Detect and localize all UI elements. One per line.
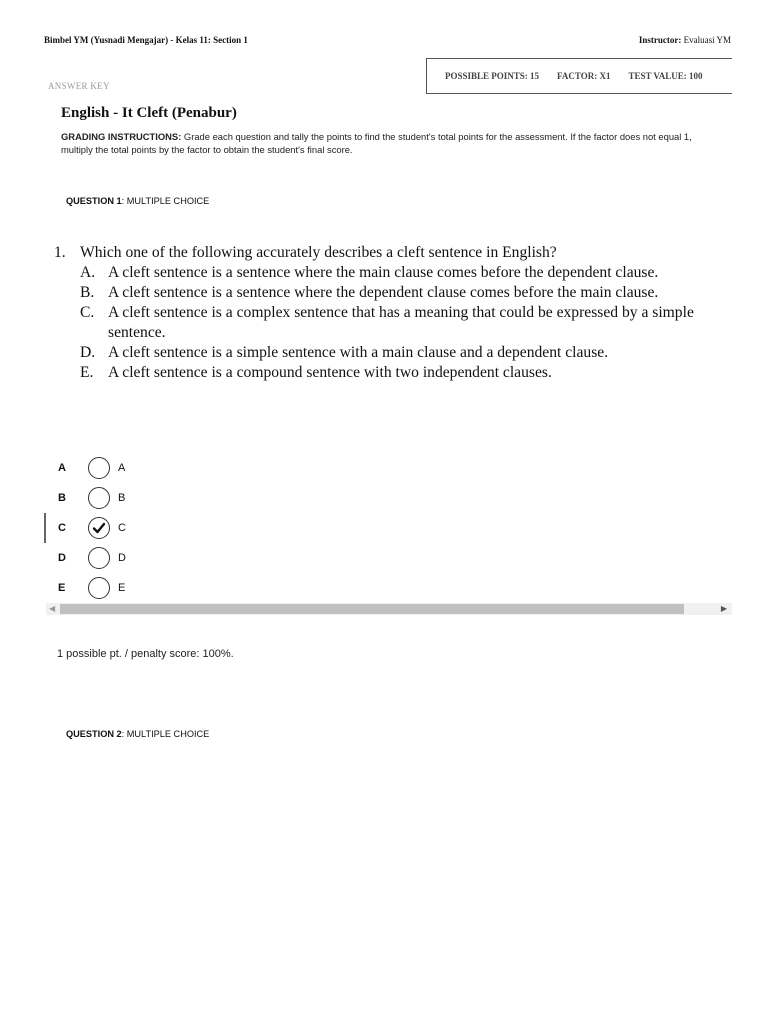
question-1-body bbox=[54, 243, 714, 383]
option-letter: B. bbox=[80, 284, 95, 301]
choice-d[interactable] bbox=[44, 543, 126, 573]
grading-instructions bbox=[61, 130, 711, 156]
radio-button[interactable] bbox=[88, 547, 110, 569]
choice-letter: D bbox=[58, 552, 66, 564]
radio-button-selected[interactable] bbox=[88, 517, 110, 539]
choice-label: E bbox=[118, 582, 126, 594]
option-text: A cleft sentence is a sentence where the dependent clause comes before the main clause. bbox=[108, 284, 659, 301]
page-title: English - It Cleft (Penabur) bbox=[61, 105, 237, 121]
option-b bbox=[80, 283, 714, 303]
answer-key-label: ANSWER KEY bbox=[48, 81, 110, 91]
question-1-label: QUESTION 1 bbox=[66, 196, 122, 206]
option-a bbox=[80, 263, 714, 283]
choice-label: C bbox=[118, 522, 126, 534]
option-text: A cleft sentence is a simple sentence with a main clause and a dependent clause. bbox=[108, 344, 609, 361]
choice-letter: E bbox=[58, 582, 66, 594]
test-value: TEST VALUE: 100 bbox=[628, 71, 703, 81]
question-1-stem bbox=[54, 243, 714, 263]
option-letter: C. bbox=[80, 304, 95, 321]
selected-indicator bbox=[44, 513, 46, 543]
question-2-label: QUESTION 2 bbox=[66, 729, 122, 739]
question-1-type: : MULTIPLE CHOICE bbox=[121, 196, 210, 206]
choice-a[interactable] bbox=[44, 453, 126, 483]
header-course-title: Bimbel YM (Yusnadi Mengajar) - Kelas 11: Section 1 bbox=[44, 35, 248, 45]
checkmark-icon bbox=[91, 520, 107, 536]
option-text: A cleft sentence is a sentence where the main clause comes before the dependent clause. bbox=[108, 264, 659, 281]
option-letter: E. bbox=[80, 364, 94, 381]
question-1-heading bbox=[66, 196, 209, 206]
question-2-heading bbox=[66, 729, 209, 739]
radio-button[interactable] bbox=[88, 577, 110, 599]
option-c bbox=[80, 303, 714, 343]
factor: FACTOR: X1 bbox=[557, 71, 611, 81]
choice-letter: B bbox=[58, 492, 66, 504]
question-text: Which one of the following accurately describes a cleft sentence in English? bbox=[80, 244, 557, 261]
penalty-score: 1 possible pt. / penalty score: 100%. bbox=[57, 648, 234, 660]
option-text: A cleft sentence is a compound sentence with two independent clauses. bbox=[108, 364, 552, 381]
horizontal-scrollbar[interactable] bbox=[46, 603, 732, 615]
radio-button[interactable] bbox=[88, 487, 110, 509]
choice-e[interactable] bbox=[44, 573, 126, 603]
instructor-name: Evaluasi YM bbox=[683, 35, 731, 45]
scrollbar-thumb[interactable] bbox=[60, 604, 684, 614]
grading-label: GRADING INSTRUCTIONS: bbox=[61, 131, 182, 142]
chevron-right-icon[interactable]: ▶ bbox=[720, 604, 727, 613]
question-2-type: : MULTIPLE CHOICE bbox=[121, 729, 210, 739]
radio-button[interactable] bbox=[88, 457, 110, 479]
points-summary-box bbox=[426, 58, 732, 94]
header-instructor bbox=[639, 35, 731, 45]
option-letter: D. bbox=[80, 344, 96, 361]
choice-label: B bbox=[118, 492, 126, 504]
choice-b[interactable] bbox=[44, 483, 126, 513]
answer-choices bbox=[44, 453, 126, 603]
option-text: A cleft sentence is a complex sentence that has a meaning that could be expressed by a simple sentence. bbox=[108, 304, 694, 341]
chevron-left-icon[interactable]: ◀ bbox=[49, 604, 56, 613]
choice-label: D bbox=[118, 552, 126, 564]
choice-label: A bbox=[118, 462, 126, 474]
question-number: 1. bbox=[54, 244, 66, 261]
option-d bbox=[80, 343, 714, 363]
option-e bbox=[80, 363, 714, 383]
choice-letter: A bbox=[58, 462, 66, 474]
instructor-label: Instructor: bbox=[638, 35, 682, 45]
choice-letter: C bbox=[58, 522, 66, 534]
possible-points: POSSIBLE POINTS: 15 bbox=[445, 71, 540, 81]
grading-text: Grade each question and tally the points to find the student's total points for the assessment. If the factor does not equal 1, multiply the total points by the factor to obtain the student's final score. bbox=[61, 131, 692, 155]
choice-c[interactable] bbox=[44, 513, 126, 543]
option-letter: A. bbox=[80, 264, 96, 281]
